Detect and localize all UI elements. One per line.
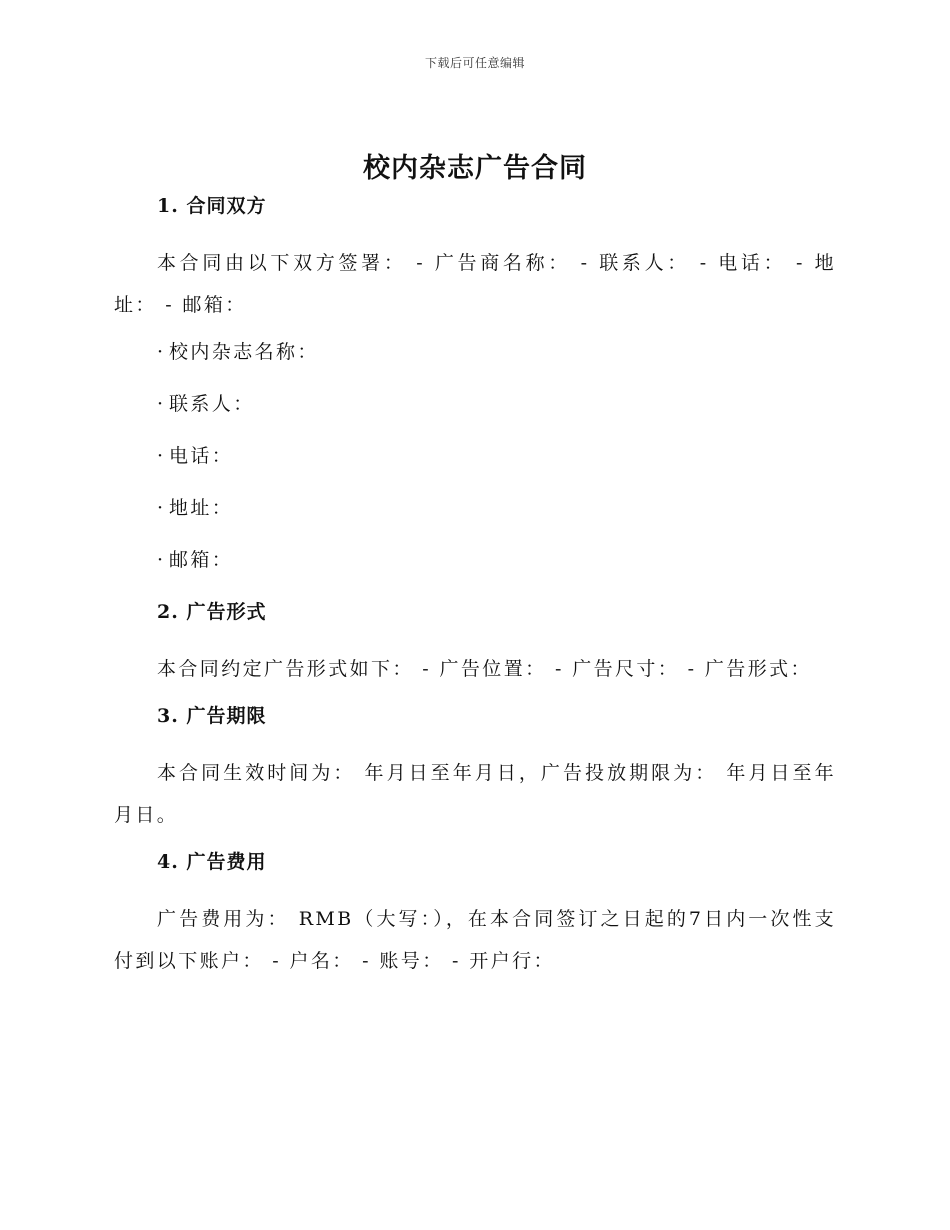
bullet-label: 联系人： xyxy=(169,393,255,415)
bullet-dot-icon: · xyxy=(157,497,166,519)
bullet-item-magazine-name xyxy=(157,336,836,368)
section-heading-ad-period: 3. 广告期限 xyxy=(157,705,267,727)
bullet-dot-icon: · xyxy=(157,341,166,363)
section-heading-parties: 1. 合同双方 xyxy=(157,195,267,217)
bullet-label: 校内杂志名称： xyxy=(169,341,319,363)
page-header-note: 下载后可任意编辑 xyxy=(424,56,525,70)
bullet-dot-icon: · xyxy=(157,549,166,571)
ad-period-paragraph: 本合同生效时间为： 年月日至年月日，广告投放期限为： 年月日至年月日。 xyxy=(114,762,836,826)
bullet-label: 地址： xyxy=(169,497,234,519)
bullet-dot-icon: · xyxy=(157,445,166,467)
bullet-dot-icon: · xyxy=(157,393,166,415)
document-title: 校内杂志广告合同 xyxy=(363,153,587,184)
bullet-item-address xyxy=(157,492,836,524)
section-heading-ad-fee: 4. 广告费用 xyxy=(157,851,267,873)
bullet-label: 邮箱： xyxy=(169,549,234,571)
section-heading-ad-form: 2. 广告形式 xyxy=(157,601,267,623)
ad-form-paragraph: 本合同约定广告形式如下： - 广告位置： - 广告尺寸： - 广告形式： xyxy=(157,658,812,680)
bullet-item-phone xyxy=(157,440,836,472)
document-body xyxy=(114,190,836,992)
bullet-item-email xyxy=(157,544,836,576)
ad-fee-paragraph: 广告费用为： RMB（大写：），在本合同签订之日起的7日内一次性支付到以下账户： - 户名： - 账号： - 开户行： xyxy=(114,908,836,972)
parties-intro-paragraph: 本合同由以下双方签署： - 广告商名称： - 联系人： - 电话： - 地址： - 邮箱： xyxy=(114,252,836,316)
bullet-label: 电话： xyxy=(169,445,234,467)
bullet-item-contact xyxy=(157,388,836,420)
